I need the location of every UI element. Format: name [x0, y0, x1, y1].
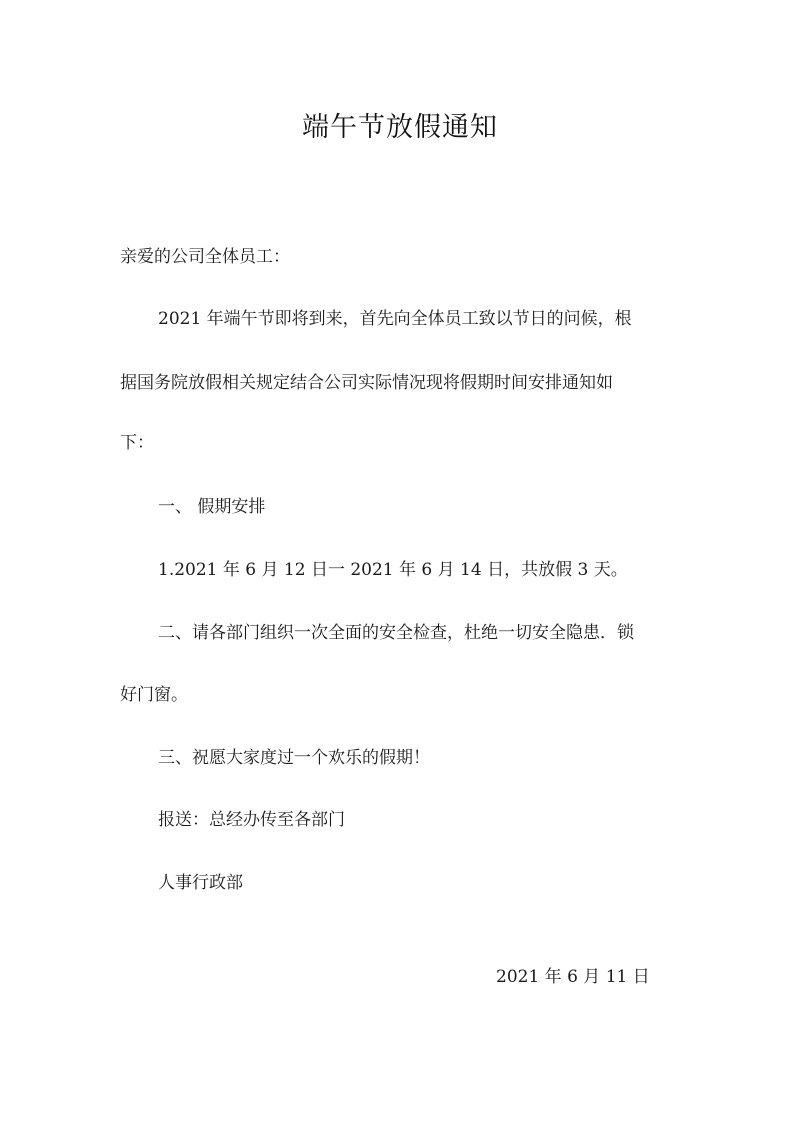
- section1-item: 1.2021 年 6 月 12 日一 2021 年 6 月 14 日，共放假 3 天。: [158, 560, 628, 580]
- section1-heading: 一、 假期安排: [158, 497, 266, 517]
- document-title: 端午节放假通知: [302, 112, 498, 143]
- department-line: 人事行政部: [158, 873, 243, 893]
- salutation: 亲爱的公司全体员工：: [120, 247, 290, 267]
- intro-line-1: 2021 年端午节即将到来，首先向全体员工致以节日的问候，根: [158, 309, 632, 329]
- intro-line-2: 据国务院放假相关规定结合公司实际情况现将假期时间安排通知如: [120, 373, 613, 393]
- section3-line: 三、祝愿大家度过一个欢乐的假期！: [158, 748, 430, 768]
- document-date: 2021 年 6 月 11 日: [496, 967, 650, 987]
- section2-line-2: 好门窗。: [120, 685, 188, 705]
- report-to-line: 报送：总经办传至各部门: [158, 810, 345, 830]
- intro-line-3: 下：: [120, 433, 154, 453]
- section2-line-1: 二、请各部门组织一次全面的安全检查，杜绝一切安全隐患．锁: [158, 623, 634, 643]
